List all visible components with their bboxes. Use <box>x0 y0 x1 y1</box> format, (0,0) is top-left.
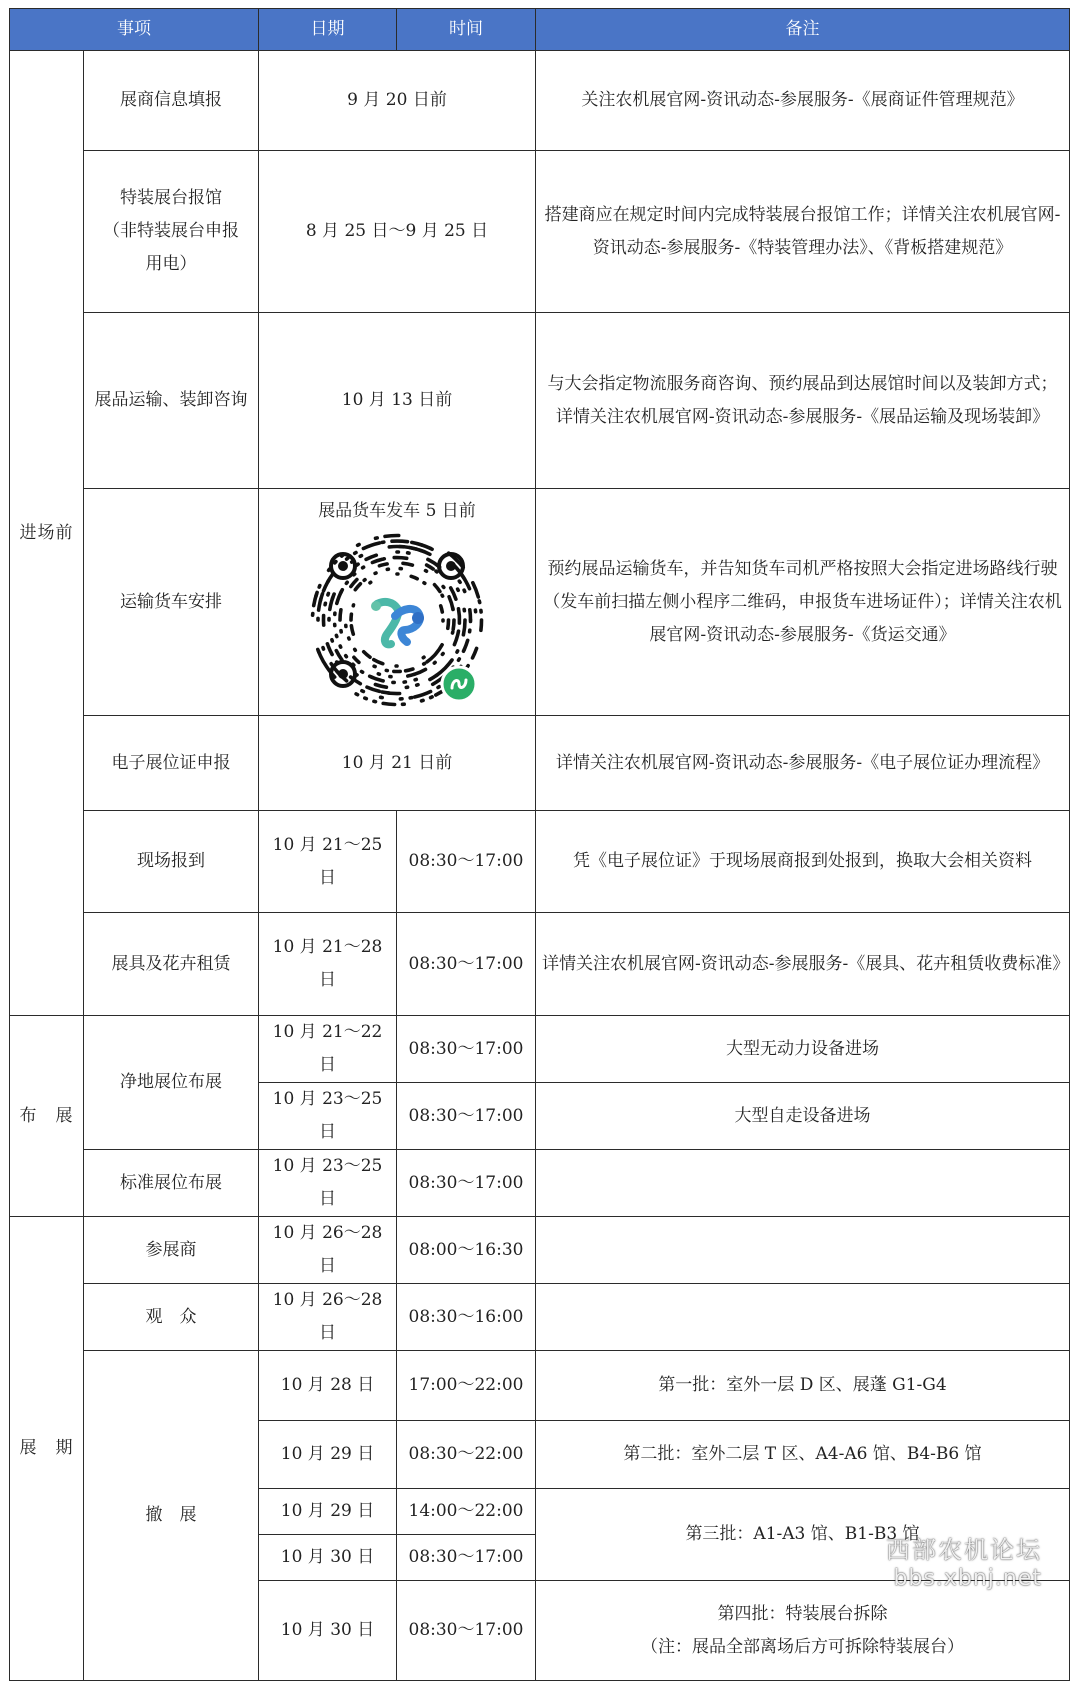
qr-module <box>459 581 460 582</box>
phase-show: 展 期 <box>10 1217 84 1681</box>
row-item: 现场报到 <box>84 811 259 913</box>
row-note: 与大会指定物流服务商咨询、预约展品到达展馆时间以及装卸方式；详情关注农机展官网-资讯动态-参展服务-《展品运输及现场装卸》 <box>536 313 1070 489</box>
qr-module <box>442 595 443 596</box>
row-note: 关注农机展官网-资讯动态-参展服务-《展商证件管理规范》 <box>536 51 1070 151</box>
row-time: 08:30～16:00 <box>397 1284 536 1351</box>
row-note: 详情关注农机展官网-资讯动态-参展服务-《电子展位证办理流程》 <box>536 716 1070 811</box>
row-date: 9 月 20 日前 <box>259 51 536 151</box>
qr-module <box>360 556 361 557</box>
row-item: 撤 展 <box>84 1351 259 1681</box>
qr-module <box>355 553 356 554</box>
row-time: 14:00～22:00 <box>397 1489 536 1535</box>
qr-module <box>371 677 372 678</box>
row-time: 08:30～17:00 <box>397 1083 536 1150</box>
qr-module <box>448 620 449 628</box>
qr-module <box>340 646 341 647</box>
row-time: 08:30～17:00 <box>397 1016 536 1083</box>
watermark-line: 西部农机论坛 <box>886 1535 1042 1565</box>
qr-module <box>351 580 357 587</box>
row-note: 大型自走设备进场 <box>536 1083 1070 1150</box>
qr-module <box>357 564 358 565</box>
qr-module <box>367 687 379 691</box>
qr-module <box>340 610 341 620</box>
qr-module <box>408 674 415 676</box>
table-row <box>10 1016 1070 1083</box>
row-date: 10 月 26～28 日 <box>259 1217 397 1284</box>
qr-module <box>328 594 329 595</box>
row-note <box>536 1150 1070 1217</box>
schedule-table <box>9 8 1070 1681</box>
qr-finder-dot <box>446 561 456 571</box>
row-note: 凭《电子展位证》于现场展商报到处报到，换取大会相关资料 <box>536 811 1070 913</box>
row-date: 10 月 23～25 日 <box>259 1083 397 1150</box>
table-row <box>10 1217 1070 1284</box>
qr-module <box>411 576 417 578</box>
qr-module <box>461 574 470 589</box>
qr-module <box>420 550 430 554</box>
qr-module <box>434 662 435 663</box>
row-date: 8 月 25 日～9 月 25 日 <box>259 151 536 313</box>
qr-module <box>332 598 333 599</box>
row-item: 观 众 <box>84 1284 259 1351</box>
row-time: 08:30～17:00 <box>397 1581 536 1681</box>
qr-module <box>346 582 347 583</box>
qr-module <box>446 660 452 667</box>
table-row <box>10 1351 1070 1421</box>
qr-module <box>365 698 367 699</box>
qr-module <box>473 648 477 658</box>
row-date: 10 月 30 日 <box>259 1535 397 1581</box>
row-note: 搭建商应在规定时间内完成特装展台报馆工作；详情关注农机展官网-资讯动态-参展服务-《特装管理办法》、《背板搭建规范》 <box>536 151 1070 313</box>
row-time: 17:00～22:00 <box>397 1351 536 1421</box>
qr-module <box>441 606 443 612</box>
row-time: 08:30～17:00 <box>397 913 536 1016</box>
qr-module <box>426 571 427 572</box>
qr-module <box>362 672 363 673</box>
qr-module <box>362 691 364 692</box>
table-row <box>10 716 1070 811</box>
qr-module <box>328 581 329 582</box>
header-item: 事项 <box>10 9 259 51</box>
row-date: 10 月 13 日前 <box>259 313 536 489</box>
qr-module <box>435 645 442 655</box>
qr-module <box>431 549 433 550</box>
qr-module <box>319 586 320 588</box>
row-date: 10 月 28 日 <box>259 1351 397 1421</box>
qr-module <box>458 589 459 590</box>
qr-module <box>356 694 358 695</box>
qr-module <box>464 590 465 591</box>
qr-module <box>470 610 471 620</box>
mini-program-qr-code[interactable] <box>307 530 487 710</box>
qr-module <box>355 649 356 650</box>
qr-module <box>427 655 434 662</box>
qr-module <box>394 558 407 559</box>
row-date: 10 月 21～22 日 <box>259 1016 397 1083</box>
row-item: 展品运输、装卸咨询 <box>84 313 259 489</box>
qr-module <box>427 565 434 569</box>
row-date: 10 月 29 日 <box>259 1421 397 1489</box>
qr-module <box>363 567 364 568</box>
table-row <box>10 913 1070 1016</box>
qr-module <box>451 588 456 599</box>
header-time: 时间 <box>397 9 536 51</box>
table-row <box>10 151 1070 313</box>
qr-cell <box>259 489 536 716</box>
row-item: 标准展位布展 <box>84 1150 259 1217</box>
qr-module <box>351 677 352 678</box>
header-note: 备注 <box>536 9 1070 51</box>
header-date: 日期 <box>259 9 397 51</box>
row-time: 08:30～17:00 <box>397 1535 536 1581</box>
qr-module <box>347 558 348 559</box>
qr-module <box>473 583 479 597</box>
row-time: 08:00～16:30 <box>397 1217 536 1284</box>
qr-module <box>379 564 387 566</box>
qr-module <box>442 654 443 655</box>
qr-module <box>375 685 386 688</box>
qr-module <box>403 563 412 565</box>
qr-module <box>336 651 342 660</box>
row-note-line: （注：展品全部离场后方可拆除特装展台） <box>542 1631 1063 1664</box>
qr-module <box>463 620 465 635</box>
row-date: 10 月 30 日 <box>259 1581 397 1681</box>
table-row <box>10 51 1070 151</box>
row-date: 10 月 21 日前 <box>259 716 536 811</box>
row-item: 参展商 <box>84 1217 259 1284</box>
row-time: 08:30～17:00 <box>397 1150 536 1217</box>
qr-module <box>443 587 444 588</box>
qr-module <box>383 703 394 704</box>
qr-module <box>424 583 425 584</box>
row-note: 第一批：室外一层 D 区、展蓬 G1-G4 <box>536 1351 1070 1421</box>
qr-module <box>364 652 370 657</box>
qr-module <box>374 660 383 664</box>
row-item-line: （非特装展台申报 <box>90 215 252 248</box>
row-note: 第二批：室外二层 T 区、A4-A6 馆、B4-B6 馆 <box>536 1421 1070 1489</box>
row-note-line: 第四批：特装展台拆除 <box>542 1598 1063 1631</box>
qr-module <box>355 584 360 590</box>
qr-module <box>423 657 424 658</box>
qr-module <box>481 620 482 630</box>
row-item-line: 特装展台报馆 <box>90 182 252 215</box>
row-date: 展品货车发车 5 日前 <box>318 496 476 526</box>
qr-module <box>335 562 336 563</box>
row-date: 10 月 21～25 日 <box>259 811 397 913</box>
phase-setup: 布 展 <box>10 1016 84 1217</box>
qr-module <box>372 559 382 562</box>
qr-module <box>323 648 324 650</box>
row-note <box>536 1217 1070 1284</box>
row-date: 10 月 21～28 日 <box>259 913 397 1016</box>
phase-pre: 进场前 <box>10 51 84 1016</box>
qr-module <box>351 626 353 634</box>
row-note: 大型无动力设备进场 <box>536 1016 1070 1083</box>
app-logo-icon <box>361 584 433 656</box>
qr-module <box>341 592 342 593</box>
qr-finder-dot <box>338 669 348 679</box>
qr-module <box>358 545 360 546</box>
qr-module <box>436 571 437 572</box>
row-item: 运输货车安排 <box>84 489 259 716</box>
mini-program-icon <box>442 667 476 701</box>
qr-module <box>370 582 371 583</box>
row-date: 10 月 26～28 日 <box>259 1284 397 1351</box>
qr-module <box>464 650 465 651</box>
qr-module <box>363 543 379 549</box>
qr-module <box>457 651 458 652</box>
row-time: 08:30～17:00 <box>397 811 536 913</box>
qr-module <box>459 659 460 660</box>
qr-module <box>424 664 425 665</box>
qr-module <box>319 651 320 653</box>
table-row <box>10 1284 1070 1351</box>
qr-module <box>328 647 332 655</box>
qr-module <box>366 555 376 559</box>
qr-module <box>430 675 437 680</box>
row-date: 10 月 23～25 日 <box>259 1150 397 1217</box>
row-item: 电子展位证申报 <box>84 716 259 811</box>
row-item: 展商信息填报 <box>84 51 259 151</box>
qr-module <box>453 620 454 629</box>
row-note: 第三批：A1-A3 馆、B1-B3 馆 <box>536 1489 1070 1581</box>
qr-module <box>431 697 433 698</box>
qr-module <box>467 666 468 667</box>
row-date: 10 月 29 日 <box>259 1489 397 1535</box>
row-note <box>536 1581 1070 1681</box>
qr-module <box>364 580 365 581</box>
qr-module <box>459 609 460 623</box>
qr-module <box>435 585 440 592</box>
table-header-row <box>10 9 1070 51</box>
row-item-line: 用电） <box>90 248 252 281</box>
table-row <box>10 811 1070 913</box>
qr-module <box>385 535 399 536</box>
qr-module <box>354 657 359 662</box>
qr-module <box>454 631 458 644</box>
qr-module <box>327 644 328 645</box>
row-note <box>536 1284 1070 1351</box>
watermark-line: bbs.xbnj.net <box>886 1565 1042 1593</box>
qr-module <box>406 669 413 671</box>
qr-module <box>422 700 424 701</box>
row-note: 预约展品运输货车，并告知货车司机严格按照大会指定进场路线行驶（发车前扫描左侧小程序二维码，申报货车进场证件）；详情关注农机展官网-资讯动态-参展服务-《货运交通》 <box>536 489 1070 716</box>
row-item: 展具及花卉租赁 <box>84 913 259 1016</box>
qr-module <box>392 541 408 542</box>
qr-module <box>438 687 439 688</box>
qr-module <box>316 595 317 597</box>
qr-module <box>415 692 431 698</box>
table-row <box>10 489 1070 716</box>
row-item: 净地展位布展 <box>84 1016 259 1150</box>
table-row <box>10 1150 1070 1217</box>
qr-module <box>346 656 347 657</box>
row-note: 详情关注农机展官网-资讯动态-参展服务-《展具、花卉租赁收费标准》 <box>536 913 1070 1016</box>
table-row <box>10 313 1070 489</box>
row-item <box>84 151 259 313</box>
row-time: 08:30～22:00 <box>397 1421 536 1489</box>
qr-finder-dot <box>338 561 348 571</box>
